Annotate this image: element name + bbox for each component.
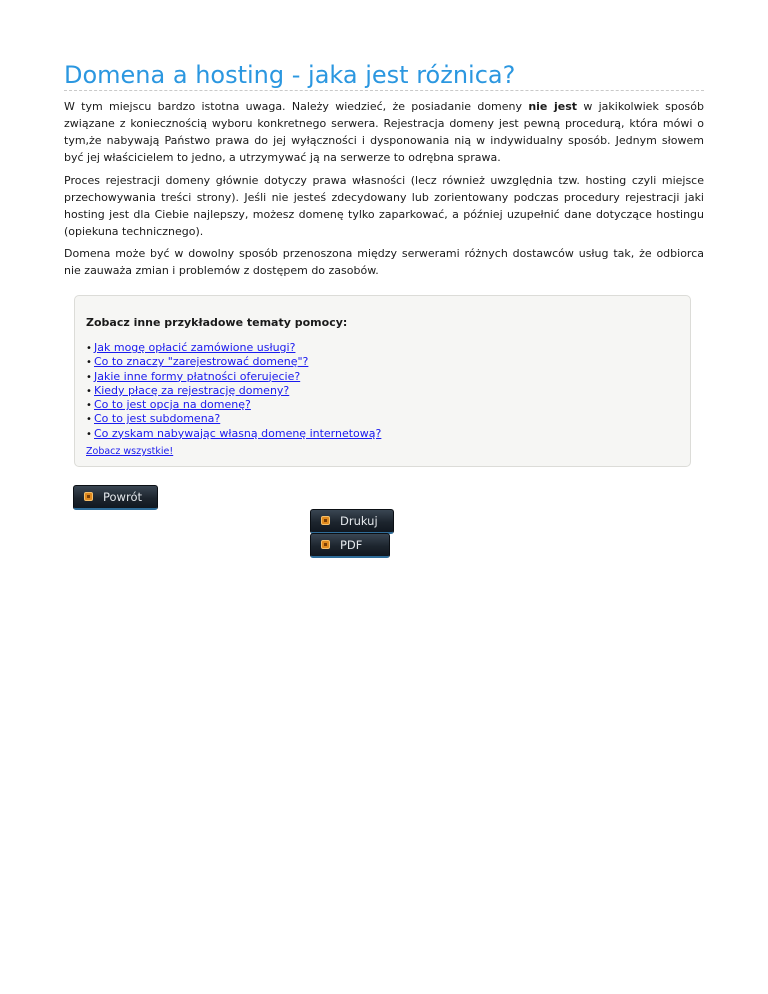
bullet-icon: • bbox=[86, 357, 92, 369]
orange-square-bullet-icon bbox=[84, 492, 93, 501]
back-button-label: Powrót bbox=[103, 490, 142, 504]
bullet-icon: • bbox=[86, 428, 92, 440]
list-item bbox=[86, 412, 381, 426]
bullet-icon: • bbox=[86, 343, 92, 354]
paragraph-ownership-text-start: W tym miejscu bardzo istotna uwaga. Należy wiedzieć, że posiadanie domeny bbox=[64, 100, 529, 113]
related-help-topics-box bbox=[74, 295, 691, 467]
print-button[interactable] bbox=[310, 509, 394, 534]
orange-square-bullet-icon bbox=[321, 540, 330, 549]
paragraph-registration-process: Proces rejestracji domeny głównie dotyczy prawa własności (lecz również uwzględnia tzw. hosting czyli miejsce przechowywania treści strony). Jeśli nie jesteś zdecydowany lub zorientowany podczas procedury rejestracji jaki hosting jest dla Ciebie najlepszy, możesz domenę tylko zaparkować, a później uzupełnić dane dotyczące hostingu (opiekuna technicznego). bbox=[64, 174, 704, 238]
related-help-heading: Zobacz inne przykładowe tematy pomocy: bbox=[86, 316, 348, 329]
help-link-subdomain[interactable]: Co to jest subdomena? bbox=[94, 412, 221, 426]
paragraph-ownership-emphasis: nie jest bbox=[528, 100, 578, 113]
list-item bbox=[86, 341, 381, 355]
related-help-list bbox=[86, 341, 381, 441]
bullet-icon: • bbox=[86, 400, 92, 412]
paragraph-domain-transfer: Domena może być w dowolny sposób przenoszona między serwerami różnych dostawców usług tak, że odbiorca nie zauważa zmian i problemów z dostępem do zasobów. bbox=[64, 247, 704, 277]
help-link-other-payment-forms[interactable]: Jakie inne formy płatności oferujecie? bbox=[94, 369, 301, 383]
help-link-domain-option[interactable]: Co to jest opcja na domenę? bbox=[94, 398, 251, 412]
pdf-button-label: PDF bbox=[340, 538, 363, 552]
list-item bbox=[86, 398, 381, 412]
list-item bbox=[86, 370, 381, 384]
bullet-icon: • bbox=[86, 371, 92, 383]
help-link-register-domain-meaning[interactable]: Co to znaczy "zarejestrować domenę"? bbox=[94, 355, 309, 369]
page-title: Domena a hosting - jaka jest różnica? bbox=[64, 60, 704, 91]
print-button-label: Drukuj bbox=[340, 514, 378, 528]
help-link-own-domain-benefits[interactable]: Co zyskam nabywając własną domenę internetową? bbox=[94, 426, 382, 440]
see-all-link[interactable]: Zobacz wszystkie! bbox=[86, 446, 174, 457]
paragraph-ownership bbox=[64, 98, 704, 166]
bullet-icon: • bbox=[86, 414, 92, 426]
paragraph-ownership-text-end: w jakikolwiek sposób związane z koniecznością wyboru konkretnego serwera. Rejestracja domeny jest pewną procedurą, która mówi o tym,że nabywają Państwo prawa do jej wyłączności i dysponowania nią w indywidualny sposób. Jednym słowem być jej właścicielem to jedno, a utrzymywać ją na serwerze to odrębna sprawa. bbox=[64, 100, 704, 164]
list-item bbox=[86, 355, 381, 369]
pdf-button[interactable] bbox=[310, 533, 390, 558]
help-link-when-to-pay[interactable]: Kiedy płacę za rejestrację domeny? bbox=[94, 383, 290, 397]
bullet-icon: • bbox=[86, 385, 92, 397]
orange-square-bullet-icon bbox=[321, 516, 330, 525]
list-item bbox=[86, 384, 381, 398]
help-link-payment-methods[interactable]: Jak mogę opłacić zamówione usługi? bbox=[94, 341, 296, 354]
list-item bbox=[86, 427, 381, 441]
back-button[interactable] bbox=[73, 485, 158, 510]
